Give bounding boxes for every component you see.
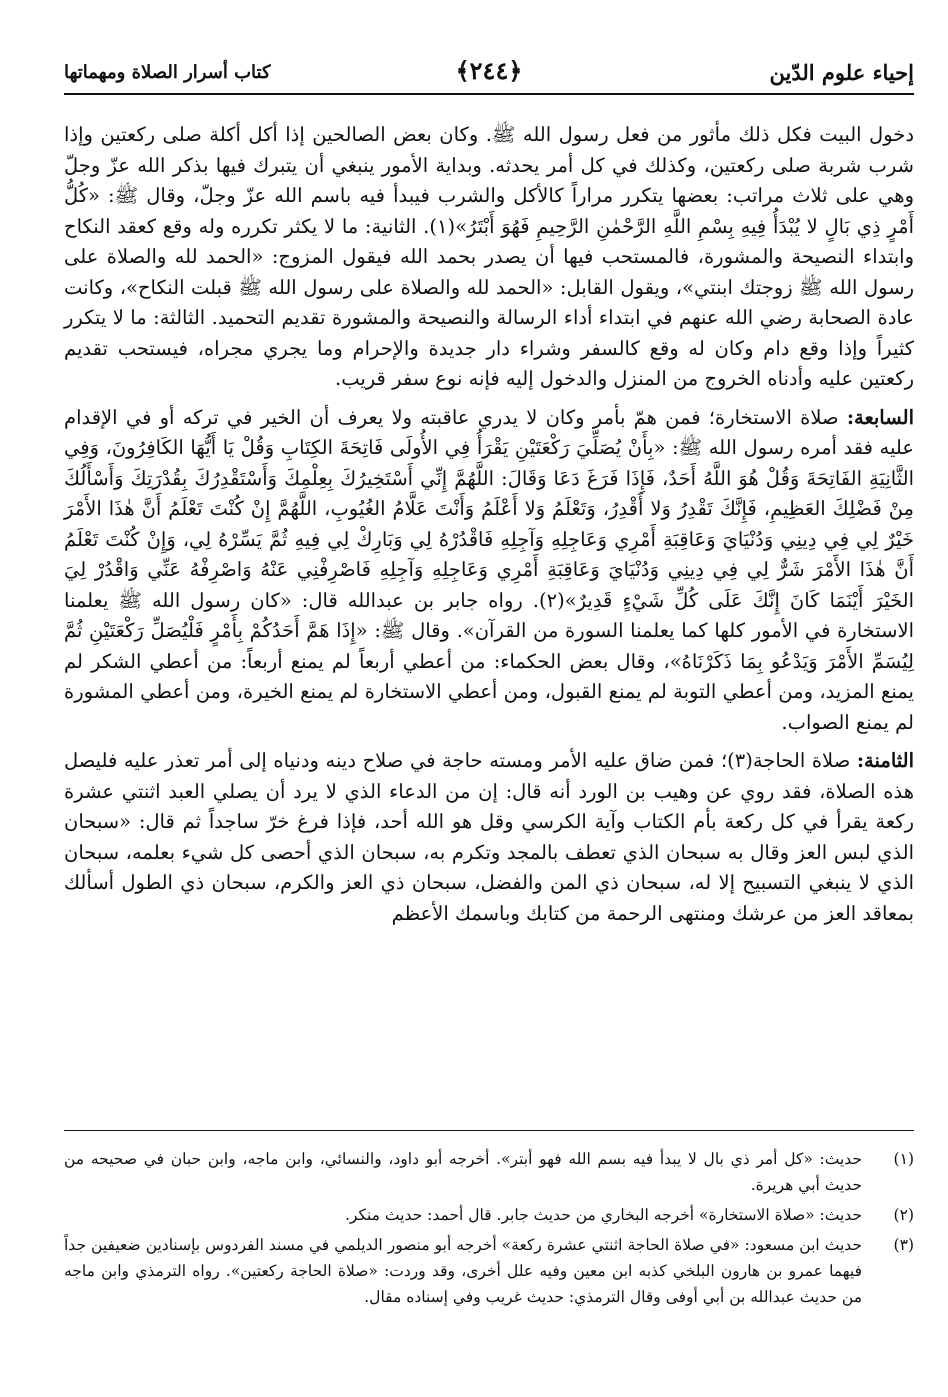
footnote-number: (٢) (893, 1206, 914, 1224)
book-title: إحياء علوم الدّين (769, 60, 914, 85)
paragraph-3-text: صلاة الحاجة(٣)؛ فمن ضاق عليه الأمر ومسته حاجة في صلاح دينه ودنياه إلى أمر تعذر عليه فليصل هذه الصلاة، فقد روي عن وهيب بن الورد أنه قال: إن من الدعاء الذي لا يرد أن يصلي العبد اثنتي عشرة ركعة يقرأ في كل ركعة بأم الكتاب وآية الكرسي وقل هو الله أحد، فإذا فرغ خرّ ساجداً ثم قال: «سبحان الذي لبس العز وقال به سبحان الذي تعطف بالمجد وتكرم به، سبحان الذي أحصى كل شيء بعلمه، سبحان الذي لا ينبغي التسبيح إلا له، سبحان ذي المن والفضل، سبحان ذي العز والكرم، سبحان ذي الطول أسألك بمعاقد العز من عرشك ومنتهى الرحمة من كتابك وباسمك الأعظم (64, 749, 914, 925)
section-8-heading: الثامنة: (856, 749, 915, 772)
footnote-item (64, 1146, 914, 1198)
paragraph-1: دخول البيت فكل ذلك مأثور من فعل رسول الله ﷺ. وكان بعض الصالحين إذا أكل أكلة صلى ركعتين وإذا شرب شربة صلى ركعتين، وكذلك في كل أمر يحدثه. وبداية الأمور ينبغي أن يتبرك فيها بذكر الله عزّ وجلّ وهي على ثلاث مراتب: بعضها يتكرر مراراً كالأكل والشرب فيبدأ فيه باسم الله عزّ وجلّ، وقال ﷺ: «كُلُّ أَمْرٍ ذِي بَالٍ لا يُبْدَأُ فِيهِ بِسْمِ اللَّهِ الرَّحْمٰنِ الرَّحِيمِ فَهُوَ أَبْتَرُ»(١). الثانية: ما لا يكثر تكرره وله وقع كعقد النكاح وابتداء النصيحة والمشورة، فالمستحب فيها أن يصدر بحمد الله فيقول المزوج: «الحمد لله والصلاة على رسول الله ﷺ زوجتك ابنتي»، ويقول القابل: «الحمد لله والصلاة على رسول الله ﷺ قبلت النكاح»، وكانت عادة الصحابة رضي الله عنهم في ابتداء أداء الرسالة والنصيحة والمشورة تقديم التحميد. الثالثة: ما لا يتكرر كثيراً وإذا وقع دام وكان له وقع كالسفر وشراء دار جديدة والإحرام وما يجري مجراه، فيستحب تقديم ركعتين عليه وأدناه الخروج من المنزل والدخول إليه فإنه نوع سفر قريب. (64, 123, 915, 390)
footnote-text: حديث: «صلاة الاستخارة» أخرجه البخاري من حديث جابر. قال أحمد: حديث منكر. (344, 1206, 862, 1224)
footnote-rule (64, 1130, 914, 1131)
footnote-text: حديث ابن مسعود: «في صلاة الحاجة اثنتي عشرة ركعة» أخرجه أبو منصور الديلمي في مسند الفردوس بإسنادين ضعيفين جداً فيهما عمرو بن هارون البلخي كذبه ابن معين وفيه علل أخرى، وقد وردت: «صلاة الحاجة ركعتين». رواه الترمذي وابن ماجه من حديث عبدالله بن أبي أوفى وقال الترمذي: حديث غريب وفي إسناده مقال. (64, 1236, 862, 1306)
paragraph-3 (64, 746, 914, 929)
footnote-number: (١) (893, 1150, 914, 1168)
header-rule (64, 93, 914, 95)
paragraph-2-text: صلاة الاستخارة؛ فمن همّ بأمر وكان لا يدري عاقبته ولا يعرف أن الخير في تركه أو في الإقدام عليه فقد أمره رسول الله ﷺ: «بِأَنْ يُصَلِّيَ رَكْعَتَيْنِ يَقْرَأُ فِي الأُولَى فَاتِحَةَ الكِتَابِ وَقُلْ يَا أَيُّهَا الكَافِرُونَ، وَفِي الثَّانِيَةِ الفَاتِحَةَ وَقُلْ هُوَ اللَّهُ أَحَدٌ، فَإِذَا فَرَغَ دَعَا وَقَالَ: اللَّهُمَّ إِنِّي أَسْتَخِيرُكَ بِعِلْمِكَ وَأَسْتَقْدِرُكَ بِقُدْرَتِكَ وَأَسْأَلُكَ مِنْ فَضْلِكَ العَظِيمِ، فَإِنَّكَ تَقْدِرُ وَلا أَقْدِرُ، وَتَعْلَمُ وَلا أَعْلَمُ وَأَنْتَ عَلَّامُ الغُيُوبِ، اللَّهُمَّ إِنْ كُنْتَ تَعْلَمُ أَنَّ هٰذَا الأَمْرَ خَيْرٌ لِي فِي دِينِي وَدُنْيَايَ وَعَاقِبَةِ أَمْرِي وَعَاجِلِهِ وَآجِلِهِ فَاقْدُرْهُ لِي وَبَارِكْ لِي فِيهِ ثُمَّ يَسِّرْهُ لِي، وَإِنْ كُنْتَ تَعْلَمُ أَنَّ هٰذَا الأَمْرَ شَرٌّ لِي فِي دِينِي وَدُنْيَايَ وَعَاقِبَةِ أَمْرِي وَعَاجِلِهِ وَآجِلِهِ فَاصْرِفْنِي عَنْهُ وَاصْرِفْهُ عَنِّي وَاقْدُرْ لِيَ الخَيْرَ أَيْنَمَا كَانَ إِنَّكَ عَلَى كُلِّ شَيْءٍ قَدِيرٌ»(٢). رواه جابر بن عبدالله قال: «كان رسول الله ﷺ يعلمنا الاستخارة في الأمور كلها كما يعلمنا السورة من القرآن». وقال ﷺ: «إِذَا هَمَّ أَحَدُكُمْ بِأَمْرٍ فَلْيُصَلِّ رَكْعَتَيْنِ ثُمَّ لِيُسَمِّ الأَمْرَ وَيَدْعُو بِمَا ذَكَرْنَاهُ»، وقال بعض الحكماء: من أعطي أربعاً لم يمنع أربعاً: من أعطي الشكر لم يمنع المزيد، ومن أعطي التوبة لم يمنع القبول، ومن أعطي الاستخارة لم يمنع الخيرة، ومن أعطي المشورة لم يمنع الصواب. (64, 405, 914, 734)
footnote-text: حديث: «كل أمر ذي بال لا يبدأ فيه بسم الله فهو أبتر». أخرجه أبو داود، والنسائي، وابن ماجه، وابن حبان في صحيحه من حديث أبي هريرة. (64, 1150, 862, 1194)
paragraph-2 (64, 403, 914, 739)
main-text (64, 120, 914, 937)
footnotes (64, 1146, 914, 1314)
footnote-item (64, 1202, 914, 1228)
page-number: ﴿٢٤٤﴾ (455, 56, 523, 85)
page-number-value: ٢٤٤ (469, 56, 509, 85)
footnote-item (64, 1232, 914, 1310)
chapter-title: كتاب أسرار الصلاة ومهماتها (64, 62, 271, 83)
section-7-heading: السابعة: (846, 405, 914, 429)
footnote-number: (٣) (893, 1236, 914, 1254)
page-header (64, 52, 914, 92)
